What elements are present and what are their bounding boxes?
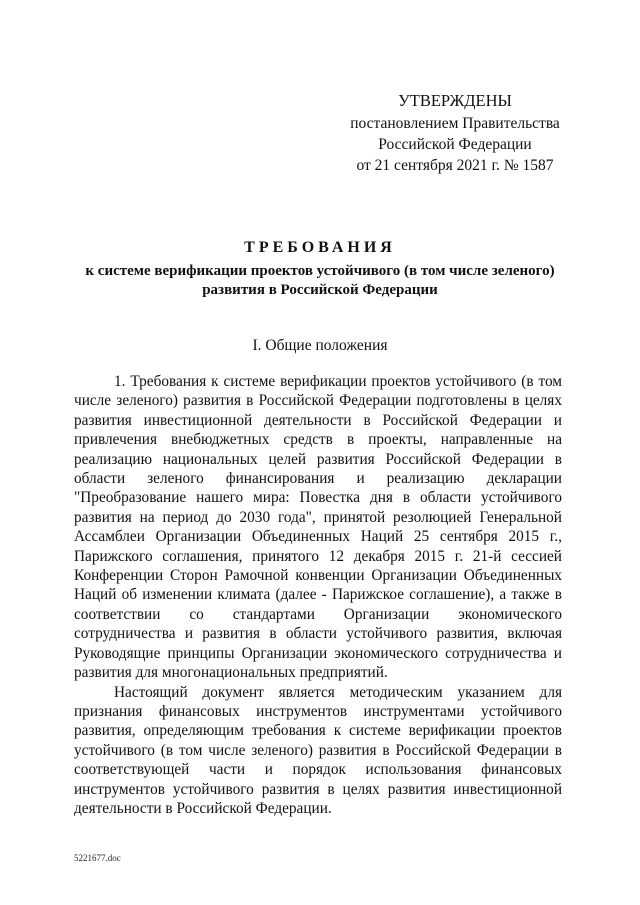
paragraph-2: Настоящий документ является методическим указанием для признания финансовых инструментов инструментами устойчивого развития, определяющим требования к системе верификации проектов устойчивого (в том числе зеленого) развития в Российской Федерации в соответствующей части и порядок использования финансовых инструментов устойчивого развития в целях развития инвестиционной деятельности в Российской Федерации. <box>74 683 562 817</box>
approval-stamp-block <box>340 90 570 176</box>
approval-line-3: от 21 сентября 2021 г. № 1587 <box>356 157 554 174</box>
document-title: ТРЕБОВАНИЯ <box>244 239 396 256</box>
paragraph-1: 1. Требования к системе верификации проектов устойчивого (в том числе зеленого) развития в Российской Федерации подготовлены в целях развития инвестиционной деятельности в Российской Федерации и привлечения внебюджетных средств в проекты, направленные на реализацию национальных целей развития Российской Федерации в области зеленого финансирования и реализацию декларации "Преобразование нашего мира: Повестка дня в области устойчивого развития на период до 2030 года", принятой резолюцией Генеральной Ассамблеи Организации Объединенных Наций 25 сентября 2015 г., Парижского соглашения, принятого 12 декабря 2015 г. 21-й сессией Конференции Сторон Рамочной конвенции Организации Объединенных Наций об изменении климата (далее - Парижское соглашение), а также в соответствии со стандартами Организации экономического сотрудничества и развития в области устойчивого развития, включая Руководящие принципы Организации экономического сотрудничества и развития для многонациональных предприятий. <box>74 373 562 682</box>
approval-line-1: постановлением Правительства <box>350 115 560 132</box>
document-subtitle: к системе верификации проектов устойчивого (в том числе зеленого) развития в Российской Федерации <box>85 263 555 298</box>
approval-heading: УТВЕРЖДЕНЫ <box>398 91 512 110</box>
footer-file-code: 5221677.doc <box>74 853 121 863</box>
section-heading: I. Общие положения <box>252 337 388 354</box>
approval-line-2: Российской Федерации <box>378 136 532 153</box>
body-text <box>74 372 562 818</box>
